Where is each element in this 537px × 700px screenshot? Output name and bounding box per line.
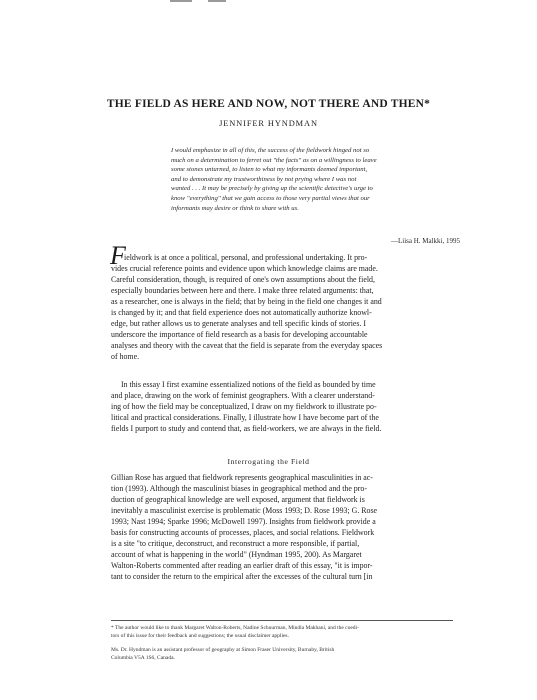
footnote-line: Ms. Dr. Hyndman is an assistant professor of geography at Simon Fraser University, Burnaby, British bbox=[111, 647, 335, 653]
text-line: litical and practical considerations. Finally, I illustrate how I have become part of the bbox=[111, 413, 379, 422]
text-line: analyses and theory with the caveat that the field is separate from the everyday spaces bbox=[111, 341, 383, 350]
text-line: tion (1993). Although the masculinist biases in geographical method and the pro- bbox=[111, 484, 367, 493]
text-line: duction of geographical knowledge are well exposed, argument that fieldwork is bbox=[111, 495, 365, 504]
footnote-divider bbox=[111, 620, 453, 621]
article-title: THE FIELD AS HERE AND NOW, NOT THERE AND THEN* bbox=[106, 98, 431, 110]
text-line: tant to consider the return to the empirical after the excesses of the cultural turn [in bbox=[111, 572, 373, 581]
paragraph-2 bbox=[111, 379, 453, 434]
epigraph-attribution: —Liisa H. Malkki, 1995 bbox=[390, 237, 460, 245]
text-line: is a site "to critique, deconstruct, and reconstruct a more responsible, if partial, bbox=[111, 539, 360, 548]
text-line: of home. bbox=[111, 352, 140, 361]
footnotes bbox=[111, 624, 453, 668]
scan-mark-left bbox=[170, 0, 192, 2]
footnote bbox=[111, 646, 453, 662]
text-line: 1993; Nast 1994; Sparke 1996; McDowell 1997). Insights from fieldwork provide a bbox=[111, 517, 376, 526]
text-line: ieldwork is at once a political, personal, and professional undertaking. It pro- bbox=[124, 253, 368, 262]
epigraph-line: wanted . . . It may be precisely by giving up the scientific detective's urge to bbox=[171, 185, 373, 193]
text-line: Gillian Rose has argued that fieldwork represents geographical masculinities in ac- bbox=[111, 473, 373, 482]
footnote bbox=[111, 624, 453, 640]
drop-cap: F bbox=[110, 241, 126, 270]
text-line: basis for constructing accounts of processes, places, and social relations. Fieldwork bbox=[111, 528, 375, 537]
paragraph-1 bbox=[111, 252, 453, 362]
footnote-line: tors of this issue for their feedback and suggestions; the usual disclaimer applies. bbox=[111, 633, 289, 639]
epigraph-line: informants may desire or think to share with us. bbox=[171, 204, 299, 212]
footnote-line: * The author would like to thank Margaret Walton-Roberts, Nadine Schuurman, Mindla Makhani, and the coedi- bbox=[111, 625, 359, 631]
text-line: account of what is happening in the world" (Hyndman 1995, 200). As Margaret bbox=[111, 550, 362, 559]
scan-mark-right bbox=[208, 0, 226, 2]
text-line: fields I purport to study and contend that, as field-workers, we are always in the field. bbox=[111, 424, 382, 433]
text-line: as a researcher, one is always in the field; that by being in the field one changes it and bbox=[111, 297, 382, 306]
text-line: ing of how the field may be conceptualized, I draw on my fieldwork to illustrate po- bbox=[111, 402, 377, 411]
epigraph-line: some stones unturned, to listen to what my informants deemed important, bbox=[171, 166, 368, 174]
text-line: vides crucial reference points and evidence upon which knowledge claims are made. bbox=[111, 264, 378, 273]
epigraph-line: I would emphasize in all of this, the success of the fieldwork hinged not so bbox=[171, 147, 370, 154]
epigraph bbox=[171, 146, 446, 213]
text-line: and place, drawing on the work of feminist geographers. With a clearer understand- bbox=[111, 391, 375, 400]
text-line: especially boundaries between here and there. I make three related arguments: that, bbox=[111, 286, 374, 295]
text-line: edge, but rather allows us to generate analyses and tell specific kinds of stories. I bbox=[111, 319, 367, 328]
paragraph-3 bbox=[111, 472, 453, 582]
text-line: underscore the importance of field research as a basis for developing accountable bbox=[111, 330, 368, 339]
epigraph-line: and to demonstrate my trustworthiness by not prying where I was not bbox=[171, 175, 357, 183]
section-heading: Interrogating the Field bbox=[227, 457, 310, 466]
epigraph-line: much on a determination to ferret out "the facts" as on a willingness to leave bbox=[171, 156, 377, 164]
text-line: inevitably a masculinist exercise is problematic (Moss 1993; D. Rose 1993; G. Rose bbox=[111, 506, 378, 515]
text-line: Careful consideration, though, is required of one's own assumptions about the field, bbox=[111, 275, 375, 284]
epigraph-line: know "everything" that we gain access to those very partial views that our bbox=[171, 194, 370, 202]
text-line: is changed by it; and that field experience does not automatically authorize knowl- bbox=[111, 308, 372, 317]
text-line: In this essay I first examine essentialized notions of the field as bounded by time bbox=[121, 380, 376, 389]
text-line: Walton-Roberts commented after reading an earlier draft of this essay, "it is impor- bbox=[111, 561, 373, 570]
author-name: JENNIFER HYNDMAN bbox=[219, 119, 318, 128]
footnote-line: Columbia V5A 1S6, Canada. bbox=[111, 655, 175, 661]
